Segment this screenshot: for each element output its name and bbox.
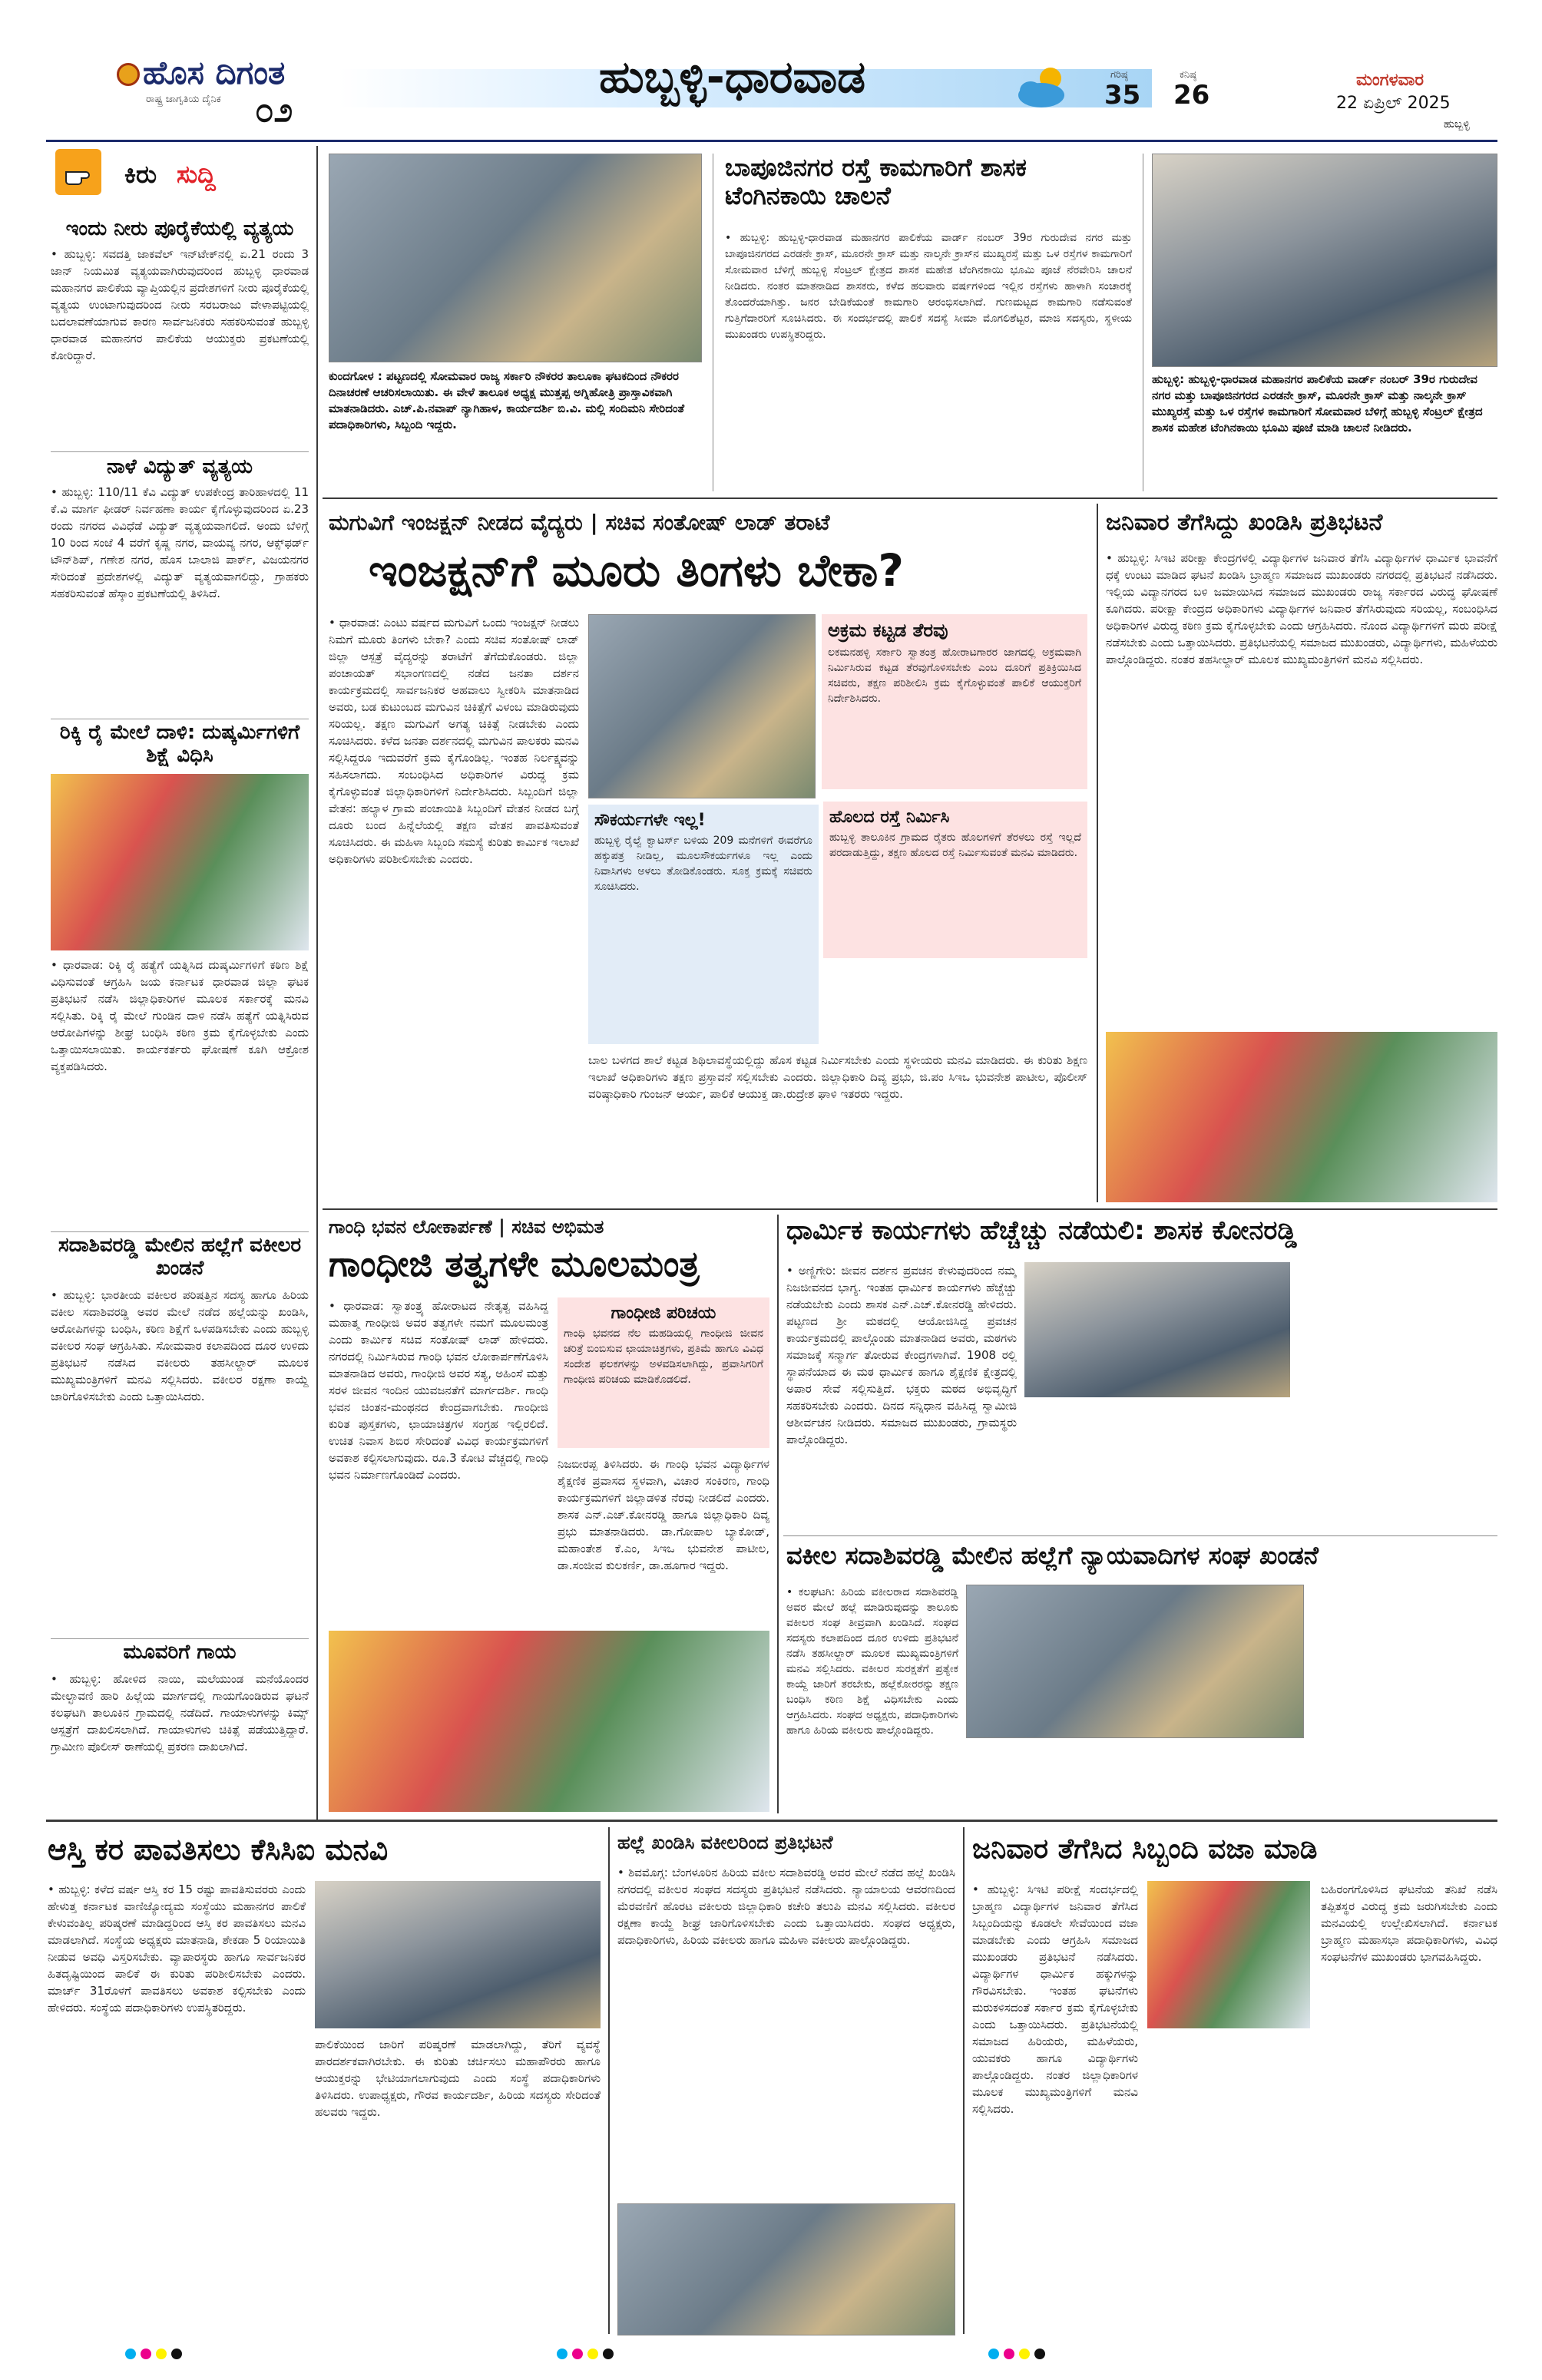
box-head: ಸೌಕರ್ಯಗಳೇ ಇಲ್ಲ! bbox=[594, 811, 706, 830]
kiru-item-head: ಮೂವರಿಗೆ ಗಾಯ bbox=[123, 1641, 237, 1664]
vakila-photo bbox=[966, 1585, 1304, 1738]
column-rule bbox=[1097, 504, 1098, 1202]
sibbandi-body: • ಹುಬ್ಬಳ್ಳಿ: ಸಿಇಟಿ ಪರೀಕ್ಷೆ ಸಂದರ್ಭದಲ್ಲಿ ಬ್ರಾಹ್ಮಣ ವಿದ್ಯಾರ್ಥಿಗಳ ಜನಿವಾರ ತೆಗೆಸಿದ ಸಿಬ್ಬಂದಿಯನ್ನು ಕೂಡಲೇ ಸೇವೆಯಿಂದ ವಜಾ ಮಾಡಬೇಕು ಎಂದು ಆಗ್ರಹಿಸಿ ಸಮಾಜದ ಮುಖಂಡರು ಪ್ರತಿಭಟನೆ ನಡೆಸಿದರು. ವಿದ್ಯಾರ್ಥಿಗಳ ಧಾರ್ಮಿಕ ಹಕ್ಕುಗಳನ್ನು ಗೌರವಿಸಬೇಕು. ಇಂತಹ ಘಟನೆಗಳು ಮರುಕಳಿಸದಂತೆ ಸರ್ಕಾರ ಕ್ರಮ ಕೈಗೊಳ್ಳಬೇಕು ಎಂದು ಒತ್ತಾಯಿಸಿದರು. ಪ್ರತಿಭಟನೆಯಲ್ಲಿ ಸಮಾಜದ ಹಿರಿಯರು, ಮಹಿಳೆಯರು, ಯುವಕರು ಹಾಗೂ ವಿದ್ಯಾರ್ಥಿಗಳು ಪಾಲ್ಗೊಂಡಿದ್ದರು. ನಂತರ ಜಿಲ್ಲಾಧಿಕಾರಿಗಳ ಮೂಲಕ ಮುಖ್ಯಮಂತ್ರಿಗಳಿಗೆ ಮನವಿ ಸಲ್ಲಿಸಿದರು. bbox=[972, 1883, 1138, 2116]
injection-body-2: ಬಾಲ ಬಳಗದ ಶಾಲೆ ಕಟ್ಟಡ ಶಿಥಿಲಾವಸ್ಥೆಯಲ್ಲಿದ್ದು ಹೊಸ ಕಟ್ಟಡ ನಿರ್ಮಿಸಬೇಕು ಎಂದು ಸ್ಥಳೀಯರು ಮನವಿ ಮಾಡಿದರು. ಈ ಕುರಿತು ಶಿಕ್ಷಣ ಇಲಾಖೆ ಅಧಿಕಾರಿಗಳು ತಕ್ಷಣ ಪ್ರಸ್ತಾವನೆ ಸಲ್ಲಿಸಬೇಕು ಎಂದರು. ಜಿಲ್ಲಾಧಿಕಾರಿ ದಿವ್ಯ ಪ್ರಭು, ಜಿ.ಪಂ ಸಿಇಒ ಭುವನೇಶ ಪಾಟೀಲ, ಪೊಲೀಸ್ ವರಿಷ್ಠಾಧಿಕಾರಿ ಗುಂಜನ್ ಆರ್ಯ, ಪಾಲಿಕೆ ಆಯುಕ್ತ ಡಾ.ರುದ್ರೇಶ ಘಾಳಿ ಇತರರು ಇದ್ದರು. bbox=[588, 1053, 1087, 1101]
sibbandi-headline: ಜನಿವಾರ ತೆಗೆಸಿದ ಸಿಬ್ಬಂದಿ ವಜಾ ಮಾಡಿ bbox=[972, 1833, 1318, 1865]
box-head: ಹೊಲದ ರಸ್ತೆ ನಿರ್ಮಿಸಿ bbox=[829, 808, 950, 827]
injection-kicker: ಮಗುವಿಗೆ ಇಂಜಕ್ಷನ್ ನೀಡದ ವೈದ್ಯರು | ಸಚಿವ ಸಂತೋಷ್ ಲಾಡ್ ತರಾಟೆ bbox=[329, 510, 830, 535]
registration-marks bbox=[123, 2348, 1428, 2366]
kiru-item-head: ನಾಳೆ ವಿದ್ಯುತ್ ವ್ಯತ್ಯಯ bbox=[106, 456, 253, 478]
kiru-item-2 bbox=[51, 456, 309, 716]
bapuji-body: • ಹುಬ್ಬಳ್ಳಿ: ಹುಬ್ಬಳ್ಳಿ-ಧಾರವಾಡ ಮಹಾನಗರ ಪಾಲಿಕೆಯ ವಾರ್ಡ್ ನಂಬರ್ 39ರ ಗುರುದೇವ ನಗರ ಮತ್ತು ಬಾಪೂಜಿನಗರದ ಎರಡನೇ ಕ್ರಾಸ್, ಮೂರನೇ ಕ್ರಾಸ್ ಮತ್ತು ನಾಲ್ಕನೇ ಕ್ರಾಸ್‌ನ ಮುಖ್ಯರಸ್ತೆ ಮತ್ತು ಒಳ ರಸ್ತೆಗಳ ಕಾಮಗಾರಿಗೆ ಸೋಮವಾರ ಬೆಳಿಗ್ಗೆ ಹುಬ್ಬಳ್ಳಿ ಸೆಂಟ್ರಲ್ ಕ್ಷೇತ್ರದ ಶಾಸಕ ಮಹೇಶ ಟೆಂಗಿನಕಾಯಿ ಭೂಮಿ ಪೂಜೆ ನೆರವೇರಿಸಿ ಚಾಲನೆ ನೀಡಿದರು. ನಂತರ ಮಾತನಾಡಿದ ಶಾಸಕರು, ಕಳೆದ ಹಲವಾರು ವರ್ಷಗಳಿಂದ ಇಲ್ಲಿನ ರಸ್ತೆಗಳು ಹಾಳಾಗಿ ಸಂಚಾರಕ್ಕೆ ತೊಂದರೆಯಾಗಿತ್ತು. ಜನರ ಬೇಡಿಕೆಯಂತೆ ಕಾಮಗಾರಿ ಆರಂಭಿಸಲಾಗಿದೆ. ಗುಣಮಟ್ಟದ ಕಾಮಗಾರಿ ನಡೆಸುವಂತೆ ಗುತ್ತಿಗೆದಾರರಿಗೆ ಸೂಚಿಸಿದರು. ಈ ಸಂದರ್ಭದಲ್ಲಿ ಪಾಲಿಕೆ ಸದಸ್ಯೆ ಸೀಮಾ ಮೊಗಲಿಶೆಟ್ಟರ, ಮಾಜಿ ಸದಸ್ಯರು, ಸ್ಥಳೀಯ ಮುಖಂಡರು ಉಪಸ್ಥಿತರಿದ್ದರು. bbox=[725, 232, 1132, 341]
box-farm-road bbox=[823, 802, 1087, 958]
box-body: ಗಾಂಧಿ ಭವನದ ನೆಲ ಮಹಡಿಯಲ್ಲಿ ಗಾಂಧೀಜಿ ಜೀವನ ಚರಿತ್ರೆ ಬಿಂಬಿಸುವ ಛಾಯಾಚಿತ್ರಗಳು, ಪ್ರತಿಮೆ ಹಾಗೂ ವಿವಿಧ ಸಂದೇಶ ಫಲಕಗಳನ್ನು ಅಳವಡಿಸಲಾಗಿದ್ದು, ಪ್ರವಾಸಿಗರಿಗೆ ಗಾಂಧೀಜಿ ಪರಿಚಯ ಮಾಡಿಕೊಡಲಿದೆ. bbox=[564, 1327, 763, 1387]
divider bbox=[51, 451, 309, 452]
konaraddi-headline: ಧಾರ್ಮಿಕ ಕಾರ್ಯಗಳು ಹೆಚ್ಚೆಚ್ಚು ನಡೆಯಲಿ: ಶಾಸಕ ಕೋನರಡ್ಡಿ bbox=[786, 1216, 1297, 1246]
box-body: ಹುಬ್ಬಳ್ಳಿ ರೈಲ್ವೆ ಕ್ವಾಟರ್ಸ್ ಬಳಿಯ 209 ಮನೆಗಳಿಗೆ ಈವರೆಗೂ ಹಕ್ಕುಪತ್ರ ನೀಡಿಲ್ಲ, ಮೂಲಸೌಕರ್ಯಗಳೂ ಇಲ್ಲ ಎಂದು ನಿವಾಸಿಗಳು ಅಳಲು ತೋಡಿಕೊಂಡರು. ಸೂಕ್ತ ಕ್ರಮಕ್ಕೆ ಸಚಿವರು ಸೂಚಿಸಿದರು. bbox=[594, 835, 812, 894]
issue-date: 22 ಏಪ್ರಿಲ್ 2025 bbox=[1336, 94, 1451, 113]
min-temp: 26 bbox=[1173, 80, 1210, 111]
edition-title: ಹುಬ್ಬಳ್ಳಿ-ಧಾರವಾಡ bbox=[599, 51, 866, 103]
bapuji-headline: ಬಾಪೂಜಿನಗರ ರಸ್ತೆ ಕಾಮಗಾರಿಗೆ ಶಾಸಕ ಟೆಂಗಿನಕಾಯಿ ಚಾಲನೆ bbox=[725, 154, 1027, 210]
issue-city: ಹುಬ್ಬಳ್ಳಿ bbox=[1444, 118, 1470, 131]
gandhi-body-2: ನಿಜಬೀರಪ್ಪ ತಿಳಿಸಿದರು. ಈ ಗಾಂಧಿ ಭವನ ವಿದ್ಯಾರ್ಥಿಗಳ ಶೈಕ್ಷಣಿಕ ಪ್ರವಾಸದ ಸ್ಥಳವಾಗಿ, ವಿಚಾರ ಸಂಕಿರಣ, ಗಾಂಧಿ ಕಾರ್ಯಕ್ರಮಗಳಿಗೆ ಜಿಲ್ಲಾಡಳಿತ ನೆರವು ನೀಡಲಿದೆ ಎಂದರು. ಶಾಸಕ ಎನ್.ಎಚ್.ಕೋನರಡ್ಡಿ ಹಾಗೂ ಜಿಲ್ಲಾಧಿಕಾರಿ ದಿವ್ಯ ಪ್ರಭು ಮಾತನಾಡಿದರು. ಡಾ.ಗೋಪಾಲ ಬ್ಯಾಕೋಡ್, ಮಹಾಂತೇಶ ಕೆ.ಎಂ, ಸಿಇಒ ಭುವನೇಶ ಪಾಟೀಲ, ಡಾ.ಸಂಜೀವ ಕುಲಕರ್ಣಿ, ಡಾ.ಹೂಗಾರ ಇದ್ದರು. bbox=[558, 1457, 769, 1572]
halle-photo bbox=[617, 2203, 955, 2335]
box-head: ಅಕ್ರಮ ಕಟ್ಟಡ ತೆರವು bbox=[828, 620, 948, 641]
gandhi-headline: ಗಾಂಧೀಜಿ ತತ್ವಗಳೇ ಮೂಲಮಂತ್ರ bbox=[329, 1244, 700, 1284]
gandhi-photo bbox=[329, 1631, 769, 1812]
bapuji-photo bbox=[1152, 154, 1497, 367]
sibbandi-body-2: ಬಹಿರಂಗಗೊಳಿಸಿದ ಘಟನೆಯ ತನಿಖೆ ನಡೆಸಿ ತಪ್ಪಿತಸ್ಥರ ವಿರುದ್ಧ ಕ್ರಮ ಜರುಗಿಸಬೇಕು ಎಂದು ಮನವಿಯಲ್ಲಿ ಉಲ್ಲೇಖಿಸಲಾಗಿದೆ. ಕರ್ನಾಟಕ ಬ್ರಾಹ್ಮಣ ಮಹಾಸಭಾ ಪದಾಧಿಕಾರಿಗಳು, ವಿವಿಧ ಸಂಘಟನೆಗಳ ಮುಖಂಡರು ಭಾಗವಹಿಸಿದ್ದರು. bbox=[1321, 1883, 1497, 1964]
kiru-item-head: ಇಂದು ನೀರು ಪೂರೈಕೆಯಲ್ಲಿ ವ್ಯತ್ಯಯ bbox=[65, 218, 294, 240]
kiru-item-1 bbox=[51, 218, 309, 448]
max-temp: 35 bbox=[1104, 80, 1141, 111]
kiru-item-body: • ಹುಬ್ಬಳ್ಳಿ: ಹೋಳಿದ ನಾಯಿ, ಮಲೆಯುಂಡ ಮನೆಯೊಂದರ ಮೇಲ್ಛಾವಣಿ ಹಾರಿ ಹಿಲ್ಲೆಯ ಮಾರ್ಗದಲ್ಲಿ ಗಾಯಗೊಂಡಿರುವ ಘಟನೆ ಕಲಘಟಗಿ ತಾಲೂಕಿನ ಗ್ರಾಮದಲ್ಲಿ ನಡೆದಿದೆ. ಗಾಯಾಳುಗಳನ್ನು ಕಿಮ್ಸ್ ಆಸ್ಪತ್ರೆಗೆ ದಾಖಲಿಸಲಾಗಿದೆ. ಗಾಯಾಳುಗಳು ಚಿಕಿತ್ಸೆ ಪಡೆಯುತ್ತಿದ್ದಾರೆ. ಗ್ರಾಮೀಣ ಪೊಲೀಸ್ ಠಾಣೆಯಲ್ಲಿ ಪ್ರಕರಣ ದಾಖಲಾಗಿದೆ. bbox=[51, 1671, 309, 1754]
halle-kicker: ಹಲ್ಲೆ ಖಂಡಿಸಿ ವಕೀಲರಿಂದ ಪ್ರತಿಭಟನೆ bbox=[617, 1832, 833, 1853]
kiru-item-body: • ಹುಬ್ಬಳ್ಳಿ: ಸವದತ್ತಿ ಜಾಕವೆಲ್ ಇನ್‌ಟೇಕ್‌ನಲ್ಲಿ ಏ.21 ರಂದು 3 ಜಾನ್ ನಿಯಮಿತ ವ್ಯತ್ಯಯವಾಗಿರುವುದರಿಂದ ಹುಬ್ಬಳ್ಳಿ ಧಾರವಾಡ ಮಹಾನಗರ ಪಾಲಿಕೆಯ ವ್ಯಾಪ್ತಿಯಲ್ಲಿನ ಪ್ರದೇಶಗಳಿಗೆ ನೀರು ಪೂರೈಕೆಯಲ್ಲಿ ವ್ಯತ್ಯಯ ಉಂಟಾಗುವುದರಿಂದ ನೀರು ಸರಬರಾಜು ವೇಳಾಪಟ್ಟಿಯಲ್ಲಿ ಬದಲಾವಣೆಯಾಗುವ ಕಾರಣ ಸಾರ್ವಜನಿಕರು ಸಹಕರಿಸುವಂತೆ ಹುಬ್ಬಳ್ಳಿ ಧಾರವಾಡ ಮಹಾನಗರ ಪಾಲಿಕೆಯ ಆಯುಕ್ತರು ಪ್ರಕಟಣೆಯಲ್ಲಿ ಕೋರಿದ್ದಾರೆ. bbox=[51, 246, 309, 362]
asti-headline: ಆಸ್ತಿ ಕರ ಪಾವತಿಸಲು ಕೆಸಿಸಿಐ ಮನವಿ bbox=[48, 1833, 389, 1866]
protest-photo bbox=[51, 774, 309, 950]
page-number: ೦೨ bbox=[255, 91, 293, 130]
asti-body-2: ಪಾಲಿಕೆಯಿಂದ ಜಾರಿಗೆ ಪರಿಷ್ಕರಣೆ ಮಾಡಲಾಗಿದ್ದು, ತೆರಿಗೆ ವ್ಯವಸ್ಥೆ ಪಾರದರ್ಶಕವಾಗಿರಬೇಕು. ಈ ಕುರಿತು ಚರ್ಚಿಸಲು ಮಹಾಪೌರರು ಹಾಗೂ ಆಯುಕ್ತರನ್ನು ಭೇಟಿಯಾಗಲಾಗುವುದು ಎಂದು ಸಂಸ್ಥೆ ಪದಾಧಿಕಾರಿಗಳು ತಿಳಿಸಿದರು. ಉಪಾಧ್ಯಕ್ಷರು, ಗೌರವ ಕಾರ್ಯದರ್ಶಿ, ಹಿರಿಯ ಸದಸ್ಯರು ಸೇರಿದಂತೆ ಹಲವರು ಇದ್ದರು. bbox=[315, 2038, 601, 2119]
kiru-item-head: ರಿಕ್ಕಿ ರೈ ಮೇಲೆ ದಾಳಿ: ದುಷ್ಕರ್ಮಿಗಳಿಗೆ ಶಿಕ್ಷೆ ವಿಧಿಸಿ bbox=[59, 722, 300, 767]
gandhi-body: • ಧಾರವಾಡ: ಸ್ವಾತಂತ್ರ್ಯ ಹೋರಾಟದ ನೇತೃತ್ವ ವಹಿಸಿದ್ದ ಮಹಾತ್ಮ ಗಾಂಧೀಜಿ ಅವರ ತತ್ವಗಳೇ ನಮಗೆ ಮೂಲಮಂತ್ರ ಎಂದು ಕಾರ್ಮಿಕ ಸಚಿವ ಸಂತೋಷ್ ಲಾಡ್ ಹೇಳಿದರು. ನಗರದಲ್ಲಿ ನಿರ್ಮಿಸಿರುವ ಗಾಂಧಿ ಭವನ ಲೋಕಾರ್ಪಣೆಗೊಳಿಸಿ ಮಾತನಾಡಿದ ಅವರು, ಗಾಂಧೀಜಿ ಅವರ ಸತ್ಯ, ಅಹಿಂಸೆ ಮತ್ತು ಸರಳ ಜೀವನ ಇಂದಿನ ಯುವಜನತೆಗೆ ಮಾರ್ಗದರ್ಶಿ. ಗಾಂಧಿ ಭವನ ಚಿಂತನ-ಮಂಥನದ ಕೇಂದ್ರವಾಗಬೇಕು. ಗಾಂಧೀಜಿ ಕುರಿತ ಪುಸ್ತಕಗಳು, ಛಾಯಾಚಿತ್ರಗಳ ಸಂಗ್ರಹ ಇಲ್ಲಿರಲಿದೆ. ಉಚಿತ ನಿವಾಸ ಶಿಬಿರ ಸೇರಿದಂತೆ ವಿವಿಧ ಕಾರ್ಯಕ್ರಮಗಳಿಗೆ ಅವಕಾಶ ಕಲ್ಪಿಸಲಾಗುವುದು. ರೂ.3 ಕೋಟಿ ವೆಚ್ಚದಲ್ಲಿ ಗಾಂಧಿ ಭವನ ನಿರ್ಮಾಣಗೊಂಡಿದೆ ಎಂದರು. bbox=[329, 1299, 548, 1482]
halle-body: • ಶಿವಮೊಗ್ಗ: ಬೆಂಗಳೂರಿನ ಹಿರಿಯ ವಕೀಲ ಸದಾಶಿವರಡ್ಡಿ ಅವರ ಮೇಲೆ ನಡೆದ ಹಲ್ಲೆ ಖಂಡಿಸಿ ನಗರದಲ್ಲಿ ವಕೀಲರ ಸಂಘದ ಸದಸ್ಯರು ಪ್ರತಿಭಟನೆ ನಡೆಸಿದರು. ನ್ಯಾಯಾಲಯ ಆವರಣದಿಂದ ಮೆರವಣಿಗೆ ಹೊರಟ ವಕೀಲರು ಜಿಲ್ಲಾಧಿಕಾರಿ ಕಚೇರಿ ತಲುಪಿ ಮನವಿ ಸಲ್ಲಿಸಿದರು. ವಕೀಲರ ರಕ್ಷಣಾ ಕಾಯ್ದೆ ಶೀಘ್ರ ಜಾರಿಗೊಳಿಸಬೇಕು ಎಂದು ಒತ್ತಾಯಿಸಿದರು. ಸಂಘದ ಅಧ್ಯಕ್ಷರು, ಪದಾಧಿಕಾರಿಗಳು, ಹಿರಿಯ ವಕೀಲರು ಹಾಗೂ ಮಹಿಳಾ ವಕೀಲರು ಪಾಲ್ಗೊಂಡಿದ್ದರು. bbox=[617, 1866, 955, 1947]
divider bbox=[51, 1231, 309, 1232]
section-rule bbox=[46, 1820, 1497, 1822]
bapuji-caption: ಹುಬ್ಬಳ್ಳಿ: ಹುಬ್ಬಳ್ಳಿ-ಧಾರವಾಡ ಮಹಾನಗರ ಪಾಲಿಕೆಯ ವಾರ್ಡ್ ನಂಬರ್ 39ರ ಗುರುದೇವ ನಗರ ಮತ್ತು ಬಾಪೂಜಿನಗರದ ಎರಡನೇ ಕ್ರಾಸ್, ಮೂರನೇ ಕ್ರಾಸ್ ಮತ್ತು ನಾಲ್ಕನೇ ಕ್ರಾಸ್ ಮುಖ್ಯರಸ್ತೆ ಮತ್ತು ಒಳ ರಸ್ತೆಗಳ ಕಾಮಗಾರಿಗೆ ಸೋಮವಾರ ಬೆಳಿಗ್ಗೆ ಹುಬ್ಬಳ್ಳಿ ಸೆಂಟ್ರಲ್ ಕ್ಷೇತ್ರದ ಶಾಸಕ ಮಹೇಶ ಟೆಂಗಿನಕಾಯಿ ಭೂಮಿ ಪೂಜೆ ಮಾಡಿ ಚಾಲನೆ ನೀಡಿದರು. bbox=[1152, 372, 1483, 435]
sibbandi-photo bbox=[1147, 1881, 1310, 2028]
kiru-title-b: ಸುದ್ದಿ bbox=[177, 160, 216, 189]
janivara-headline: ಜನಿವಾರ ತೆಗೆಸಿದ್ದು ಖಂಡಿಸಿ ಪ್ರತಿಭಟನೆ bbox=[1106, 510, 1383, 536]
konaraddi-body-2 bbox=[1298, 1262, 1497, 1531]
brand-logo-icon bbox=[117, 63, 140, 86]
gandhi-info-box bbox=[558, 1297, 769, 1448]
masthead-rule bbox=[46, 140, 1497, 142]
injection-body: • ಧಾರವಾಡ: ಎಂಟು ವರ್ಷದ ಮಗುವಿಗೆ ಒಂದು ಇಂಜಕ್ಷನ್ ನೀಡಲು ನಿಮಗೆ ಮೂರು ತಿಂಗಳು ಬೇಕಾ? ಎಂದು ಸಚಿವ ಸಂತೋಷ್ ಲಾಡ್ ಜಿಲ್ಲಾ ಆಸ್ಪತ್ರೆ ವೈದ್ಯರನ್ನು ತರಾಟೆಗೆ ತೆಗೆದುಕೊಂಡರು. ಜಿಲ್ಲಾ ಪಂಚಾಯತ್ ಸಭಾಂಗಣದಲ್ಲಿ ನಡೆದ ಜನತಾ ದರ್ಶನ ಕಾರ್ಯಕ್ರಮದಲ್ಲಿ ಸಾರ್ವಜನಿಕರ ಅಹವಾಲು ಸ್ವೀಕರಿಸಿ ಮಾತನಾಡಿದ ಅವರು, ಬಡ ಕುಟುಂಬದ ಮಗುವಿನ ಚಿಕಿತ್ಸೆಗೆ ವಿಳಂಬ ಮಾಡಿರುವುದು ಸರಿಯಲ್ಲ. ತಕ್ಷಣ ಮಗುವಿಗೆ ಅಗತ್ಯ ಚಿಕಿತ್ಸೆ ನೀಡಬೇಕು ಎಂದು ಸೂಚಿಸಿದರು. ಕಳೆದ ಜನತಾ ದರ್ಶನದಲ್ಲಿ ಮಗುವಿನ ಪಾಲಕರು ಮನವಿ ಸಲ್ಲಿಸಿದ್ದರೂ ಇದುವರೆಗೆ ಕ್ರಮ ಕೈಗೊಂಡಿಲ್ಲ. ಇಂತಹ ನಿರ್ಲಕ್ಷ್ಯವನ್ನು ಸಹಿಸಲಾಗದು. ಸಂಬಂಧಿಸಿದ ಅಧಿಕಾರಿಗಳ ವಿರುದ್ಧ ಕ್ರಮ ಕೈಗೊಳ್ಳುವಂತೆ ಜಿಲ್ಲಾಧಿಕಾರಿಗಳಿಗೆ ನಿರ್ದೇಶಿಸಿದರು. ಸಿಬ್ಬಂದಿಗೆ ಜಿಲ್ಲಾ ವೇತನ: ಹಲ್ಯಾಳ ಗ್ರಾಮ ಪಂಚಾಯಿತಿ ಸಿಬ್ಬಂದಿಗೆ ವೇತನ ನೀಡದ ಬಗ್ಗೆ ದೂರು ಬಂದ ಹಿನ್ನೆಲೆಯಲ್ಲಿ ತಕ್ಷಣ ವೇತನ ಪಾವತಿಸುವಂತೆ ಸೂಚಿಸಿದರು. ಈ ಮಹಿಳಾ ಸಿಬ್ಬಂದಿ ಸಮಸ್ಯೆ ಕುರಿತು ಕಾರ್ಮಿಕ ಇಲಾಖೆ ಅಧಿಕಾರಿಗಳು ಪರಿಶೀಲಿಸಬೇಕು ಎಂದರು. bbox=[329, 616, 579, 866]
box-body: ಲಕಮನಹಳ್ಳಿ ಸರ್ಕಾರಿ ಸ್ವಾತಂತ್ರ ಹೋರಾಟಗಾರರ ಜಾಗದಲ್ಲಿ ಅಕ್ರಮವಾಗಿ ನಿರ್ಮಿಸಿರುವ ಕಟ್ಟಡ ತೆರವುಗೊಳಿಸಬೇಕು ಎಂಬ ದೂರಿಗೆ ಪ್ರತಿಕ್ರಿಯಿಸಿದ ಸಚಿವರು, ತಕ್ಷಣ ಪರಿಶೀಲಿಸಿ ಕ್ರಮ ಕೈಗೊಳ್ಳುವಂತೆ ಪಾಲಿಕೆ ಆಯುಕ್ತರಿಗೆ ನಿರ್ದೇಶಿಸಿದರು. bbox=[828, 646, 1081, 705]
min-temp-label: ಕನಿಷ್ಠ bbox=[1180, 69, 1196, 81]
box-head: ಗಾಂಧೀಜಿ ಪರಿಚಯ bbox=[611, 1304, 716, 1323]
kundgol-caption: ಕುಂದಗೋಳ : ಪಟ್ಟಣದಲ್ಲಿ ಸೋಮವಾರ ರಾಜ್ಯ ಸರ್ಕಾರಿ ನೌಕರರ ತಾಲೂಕಾ ಘಟಕದಿಂದ ನೌಕರರ ದಿನಾಚರಣೆ ಆಚರಿಸಲಾಯಿತು. ಈ ವೇಳೆ ತಾಲೂಕ ಅಧ್ಯಕ್ಷ ಮುತ್ತಪ್ಪ ಅಗ್ನಿಹೋತ್ರಿ ಪ್ರಾಸ್ತಾವಿಕವಾಗಿ ಮಾತನಾಡಿದರು. ಎಚ್.ಪಿ.ನವಾಪ್ ನ್ಯಾಗಿಹಾಳ, ಕಾರ್ಯದರ್ಶಿ ಬಿ.ವಿ. ಮಲ್ಲಿ ಸಂದಿಮನಿ ಸೇರಿದಂತೆ ಪದಾಧಿಕಾರಿಗಳು, ಸಿಬ್ಬಂದಿ ಇದ್ದರು. bbox=[329, 369, 685, 431]
section-rule bbox=[783, 1535, 1497, 1536]
column-rule bbox=[316, 146, 318, 1820]
asti-body: • ಹುಬ್ಬಳ್ಳಿ: ಕಳೆದ ವರ್ಷ ಆಸ್ತಿ ಕರ 15 ರಷ್ಟು ಪಾವತಿಸುವರರು ಎಂದು ಹೇಳುತ್ತ ಕರ್ನಾಟಕ ವಾಣಿಜ್ಯೋದ್ಯಮ ಸಂಸ್ಥೆಯು ಮಹಾನಗರ ಪಾಲಿಕೆ ಕೇಳುವಂತಿಲ್ಲ ಪರಿಷ್ಕರಣೆ ಮಾಡಿದ್ದರಿಂದ ಆಸ್ತಿ ಕರ ಪಾವತಿಸಲು ಮನವಿ ಮಾಡಲಾಗಿದೆ. ಸಂಸ್ಥೆಯ ಅಧ್ಯಕ್ಷರು ಮಾತನಾಡಿ, ಶೇಕಡಾ 5 ರಿಯಾಯಿತಿ ನೀಡುವ ಅವಧಿ ವಿಸ್ತರಿಸಬೇಕು. ವ್ಯಾಪಾರಸ್ಥರು ಹಾಗೂ ಸಾರ್ವಜನಿಕರ ಹಿತದೃಷ್ಟಿಯಿಂದ ಪಾಲಿಕೆ ಈ ಕುರಿತು ಪರಿಶೀಲಿಸಬೇಕು ಎಂದರು. ಮಾರ್ಚ್ 31ರೊಳಗೆ ಪಾವತಿಸಲು ಅವಕಾಶ ಕಲ್ಪಿಸಬೇಕು ಎಂದು ಹೇಳಿದರು. ಸಂಸ್ಥೆಯ ಪದಾಧಿಕಾರಿಗಳು ಉಪಸ್ಥಿತರಿದ್ದರು. bbox=[48, 1883, 306, 2015]
kiru-item-body: • ಹುಬ್ಬಳ್ಳಿ: ಭಾರತೀಯ ವಕೀಲರ ಪರಿಷತ್ತಿನ ಸದಸ್ಯ ಹಾಗೂ ಹಿರಿಯ ವಕೀಲ ಸದಾಶಿವರಡ್ಡಿ ಅವರ ಮೇಲೆ ನಡೆದ ಹಲ್ಲೆಯನ್ನು ಖಂಡಿಸಿ, ಆರೋಪಿಗಳನ್ನು ಬಂಧಿಸಿ, ಕಠಿಣ ಶಿಕ್ಷೆಗೆ ಒಳಪಡಿಸಬೇಕು ಎಂದು ಹುಬ್ಬಳ್ಳಿ ವಕೀಲರ ಸಂಘ ಆಗ್ರಹಿಸಿತು. ಸೋಮವಾರ ಕಲಾಪದಿಂದ ದೂರ ಉಳಿದು ಪ್ರತಿಭಟನೆ ನಡೆಸಿದ ವಕೀಲರು ತಹಸೀಲ್ದಾರ್ ಮೂಲಕ ಮುಖ್ಯಮಂತ್ರಿಗಳಿಗೆ ಮನವಿ ಸಲ್ಲಿಸಿದರು. ವಕೀಲರ ರಕ್ಷಣಾ ಕಾಯ್ದೆ ಜಾರಿಗೊಳಿಸಬೇಕು ಎಂದು ಒತ್ತಾಯಿಸಿದರು. bbox=[51, 1288, 309, 1403]
issue-day: ಮಂಗಳವಾರ bbox=[1356, 71, 1425, 90]
brand-block bbox=[54, 48, 330, 132]
konaraddi-photo bbox=[1024, 1262, 1290, 1397]
section-rule bbox=[323, 497, 1497, 499]
box-illegal-building bbox=[822, 614, 1087, 789]
janivara-body: • ಹುಬ್ಬಳ್ಳಿ: ಸಿಇಟಿ ಪರೀಕ್ಷಾ ಕೇಂದ್ರಗಳಲ್ಲಿ ವಿದ್ಯಾರ್ಥಿಗಳ ಜನಿವಾರ ತೆಗೆಸಿ ವಿದ್ಯಾರ್ಥಿಗಳ ಧಾರ್ಮಿಕ ಭಾವನೆಗೆ ಧಕ್ಕೆ ಉಂಟು ಮಾಡಿದ ಘಟನೆ ಖಂಡಿಸಿ ಬ್ರಾಹ್ಮಣ ಸಮಾಜದ ಮುಖಂಡರು ನಗರದಲ್ಲಿ ಪ್ರತಿಭಟನೆ ನಡೆಸಿದರು. ಇಲ್ಲಿಯ ವಿದ್ಯಾನಗರದ ಬಳಿ ಜಮಾಯಿಸಿದ ಸಮಾಜದ ಮುಖಂಡರು ರಾಜ್ಯ ಸರ್ಕಾರದ ವಿರುದ್ಧ ಘೋಷಣೆ ಕೂಗಿದರು. ಪರೀಕ್ಷಾ ಕೇಂದ್ರದ ಅಧಿಕಾರಿಗಳು ವಿದ್ಯಾರ್ಥಿಗಳ ಜನಿವಾರ ತೆಗೆಸಿರುವುದು ಸರಿಯಲ್ಲ, ಸಂಬಂಧಿಸಿದ ಅಧಿಕಾರಿಗಳ ವಿರುದ್ಧ ಕಠಿಣ ಕ್ರಮ ಕೈಗೊಳ್ಳಬೇಕು ಎಂದು ಆಗ್ರಹಿಸಿದರು. ನೊಂದ ವಿದ್ಯಾರ್ಥಿಗಳಿಗೆ ಮರು ಪರೀಕ್ಷೆ ನಡೆಸಬೇಕು ಎಂದು ಒತ್ತಾಯಿಸಿದರು. ಪ್ರತಿಭಟನೆಯಲ್ಲಿ ಸಮಾಜದ ಮುಖಂಡರು, ವಿದ್ಯಾರ್ಥಿಗಳು, ಮಹಿಳೆಯರು ಪಾಲ್ಗೊಂಡಿದ್ದರು. ನಂತರ ತಹಸೀಲ್ದಾರ್ ಮೂಲಕ ಮುಖ್ಯಮಂತ್ರಿಗಳಿಗೆ ಮನವಿ ಸಲ್ಲಿಸಿದರು. bbox=[1106, 551, 1497, 666]
kundgol-photo bbox=[329, 154, 702, 362]
divider bbox=[51, 1638, 309, 1639]
section-rule bbox=[323, 1208, 1497, 1210]
brand-name: ಹೊಸ ದಿಗಂತ bbox=[143, 54, 286, 91]
hand-point-icon bbox=[55, 149, 101, 195]
column-rule bbox=[777, 1215, 779, 1813]
column-rule bbox=[963, 1827, 965, 2334]
vakila-body: • ಕಲಘಟಗಿ: ಹಿರಿಯ ವಕೀಲರಾದ ಸದಾಶಿವರಡ್ಡಿ ಅವರ ಮೇಲೆ ಹಲ್ಲೆ ಮಾಡಿರುವುದನ್ನು ತಾಲೂಕು ವಕೀಲರ ಸಂಘ ತೀವ್ರವಾಗಿ ಖಂಡಿಸಿದೆ. ಸಂಘದ ಸದಸ್ಯರು ಕಲಾಪದಿಂದ ದೂರ ಉಳಿದು ಪ್ರತಿಭಟನೆ ನಡೆಸಿ ತಹಸೀಲ್ದಾರ್ ಮೂಲಕ ಮುಖ್ಯಮಂತ್ರಿಗಳಿಗೆ ಮನವಿ ಸಲ್ಲಿಸಿದರು. ವಕೀಲರ ಸುರಕ್ಷತೆಗೆ ಪ್ರತ್ಯೇಕ ಕಾಯ್ದೆ ಜಾರಿಗೆ ತರಬೇಕು, ಹಲ್ಲೆಕೋರರನ್ನು ತಕ್ಷಣ ಬಂಧಿಸಿ ಕಠಿಣ ಶಿಕ್ಷೆ ವಿಧಿಸಬೇಕು ಎಂದು ಆಗ್ರಹಿಸಿದರು. ಸಂಘದ ಅಧ್ಯಕ್ಷರು, ಪದಾಧಿಕಾರಿಗಳು ಹಾಗೂ ಹಿರಿಯ ವಕೀಲರು ಪಾಲ್ಗೊಂಡಿದ್ದರು. bbox=[786, 1586, 958, 1737]
vakila-body-2 bbox=[1312, 1585, 1497, 1812]
max-temp-label: ಗರಿಷ್ಠ bbox=[1110, 69, 1128, 81]
janivara-photo bbox=[1106, 1032, 1497, 1202]
column-rule bbox=[608, 1827, 610, 2334]
gandhi-kicker: ಗಾಂಧಿ ಭವನ ಲೋಕಾರ್ಪಣೆ | ಸಚಿವ ಅಭಿಮತ bbox=[329, 1216, 604, 1238]
injection-photo bbox=[588, 614, 816, 798]
box-no-facilities bbox=[588, 805, 819, 1044]
kiru-item-3 bbox=[51, 722, 309, 1228]
konaraddi-body: • ಅಣ್ಣಿಗೇರಿ: ಜೀವನ ದರ್ಶನ ಪ್ರವಚನ ಕೇಳುವುದರಿಂದ ನಮ್ಮ ನಿಜಜೀವನದ ಭಾಗ್ಯ. ಇಂತಹ ಧಾರ್ಮಿಕ ಕಾರ್ಯಗಳು ಹೆಚ್ಚೆಚ್ಚು ನಡೆಯಬೇಕು ಎಂದು ಶಾಸಕ ಎನ್.ಎಚ್.ಕೋನರಡ್ಡಿ ಹೇಳಿದರು. ಪಟ್ಟಣದ ಶ್ರೀ ಮಠದಲ್ಲಿ ಆಯೋಜಿಸಿದ್ದ ಪ್ರವಚನ ಕಾರ್ಯಕ್ರಮದಲ್ಲಿ ಪಾಲ್ಗೊಂಡು ಮಾತನಾಡಿದ ಅವರು, ಮಠಗಳು ಸಮಾಜಕ್ಕೆ ಸನ್ಮಾರ್ಗ ತೋರುವ ಕೇಂದ್ರಗಳಾಗಿವೆ. 1908 ರಲ್ಲಿ ಸ್ಥಾಪನೆಯಾದ ಈ ಮಠ ಧಾರ್ಮಿಕ ಹಾಗೂ ಶೈಕ್ಷಣಿಕ ಕ್ಷೇತ್ರದಲ್ಲಿ ಅಪಾರ ಸೇವೆ ಸಲ್ಲಿಸುತ್ತಿದೆ. ಭಕ್ತರು ಮಠದ ಅಭಿವೃದ್ಧಿಗೆ ಸಹಕರಿಸಬೇಕು ಎಂದರು. ದಿನದ ಸನ್ನಿಧಾನ ವಹಿಸಿದ್ದ ಸ್ವಾಮೀಜಿ ಆಶೀರ್ವಚನ ನೀಡಿದರು. ಸಮಾಜದ ಮುಖಂಡರು, ಗ್ರಾಮಸ್ಥರು ಪಾಲ್ಗೊಂಡಿದ್ದರು. bbox=[786, 1264, 1017, 1446]
masthead bbox=[46, 48, 1505, 140]
asti-photo bbox=[315, 1881, 601, 2028]
kiru-item-head: ಸದಾಶಿವರಡ್ಡಿ ಮೇಲಿನ ಹಲ್ಲೆಗೆ ವಕೀಲರ ಖಂಡನೆ bbox=[58, 1235, 302, 1280]
weather-cloud-icon bbox=[1012, 64, 1074, 111]
injection-headline: ಇಂಜಕ್ಷನ್‌ಗೆ ಮೂರು ತಿಂಗಳು ಬೇಕಾ? bbox=[369, 545, 905, 597]
box-body: ಹುಬ್ಬಳ್ಳಿ ತಾಲೂಕಿನ ಗ್ರಾಮದ ರೈತರು ಹೊಲಗಳಿಗೆ ತೆರಳಲು ರಸ್ತೆ ಇಲ್ಲದೆ ಪರದಾಡುತ್ತಿದ್ದು, ತಕ್ಷಣ ಹೊಲದ ರಸ್ತೆ ನಿರ್ಮಿಸುವಂತೆ ಮನವಿ ಮಾಡಿದರು. bbox=[829, 831, 1081, 860]
kiru-item-5 bbox=[51, 1641, 309, 1810]
vakila-headline: ವಕೀಲ ಸದಾಶಿವರಡ್ಡಿ ಮೇಲಿನ ಹಲ್ಲೆಗೆ ನ್ಯಾಯವಾದಿಗಳ ಸಂಘ ಖಂಡನೆ bbox=[786, 1542, 1319, 1570]
kiru-header bbox=[48, 146, 309, 200]
kiru-item-body: • ಹುಬ್ಬಳ್ಳಿ: 110/11 ಕೆವಿ ವಿದ್ಯುತ್ ಉಪಕೇಂದ್ರ ತಾರಿಹಾಳದಲ್ಲಿ 11 ಕೆ.ವಿ ಮಾರ್ಗ ಫೀಡರ್ ನಿರ್ವಹಣಾ ಕಾರ್ಯ ಕೈಗೊಳ್ಳುವುದರಿಂದ ಏ.23 ರಂದು ನಗರದ ವಿವಿಧೆಡೆ ವಿದ್ಯುತ್ ವ್ಯತ್ಯಯವಾಗಲಿದೆ. ಅಂದು ಬೆಳಿಗ್ಗೆ 10 ರಿಂದ ಸಂಜೆ 4 ವರೆಗೆ ಕೃಷ್ಣ ನಗರ, ವಾಯವ್ಯ ನಗರ, ಆಕ್ಸ್‌ಫರ್ಡ್ ಟೌನ್‌ಶಿಪ್, ಗಣೇಶ ನಗರ, ಹೊಸ ಬಾಲಾಜಿ ಪಾರ್ಕ್, ವಿಜಯನಗರ ಸೇರಿದಂತೆ ಪ್ರದೇಶಗಳಲ್ಲಿ ವಿದ್ಯುತ್ ವ್ಯತ್ಯಯವಾಗಲಿದ್ದು, ಗ್ರಾಹಕರು ಸಹಕರಿಸುವಂತೆ ಹೆಸ್ಕಾಂ ಪ್ರಕಟಣೆಯಲ್ಲಿ ತಿಳಿಸಿದೆ. bbox=[51, 484, 309, 600]
brand-tagline: ರಾಷ್ಟ್ರ ಜಾಗೃತಿಯ ದೈನಿಕ bbox=[146, 94, 221, 105]
kiru-item-body: • ಧಾರವಾಡ: ರಿಕ್ಕಿ ರೈ ಹತ್ಯೆಗೆ ಯತ್ನಿಸಿದ ದುಷ್ಕರ್ಮಿಗಳಿಗೆ ಕಠಿಣ ಶಿಕ್ಷೆ ವಿಧಿಸುವಂತೆ ಆಗ್ರಹಿಸಿ ಜಯ ಕರ್ನಾಟಕ ಧಾರವಾಡ ಜಿಲ್ಲಾ ಘಟಕ ಪ್ರತಿಭಟನೆ ನಡೆಸಿ ಜಿಲ್ಲಾಧಿಕಾರಿಗಳ ಮೂಲಕ ಸರ್ಕಾರಕ್ಕೆ ಮನವಿ ಸಲ್ಲಿಸಿತು. ರಿಕ್ಕಿ ರೈ ಮೇಲೆ ಗುಂಡಿನ ದಾಳಿ ನಡೆಸಿ ಹತ್ಯೆಗೆ ಯತ್ನಿಸಿರುವ ಆರೋಪಿಗಳನ್ನು ಶೀಘ್ರ ಬಂಧಿಸಿ ಕಠಿಣ ಕ್ರಮ ಕೈಗೊಳ್ಳಬೇಕು ಎಂದು ಒತ್ತಾಯಿಸಲಾಯಿತು. ಕಾರ್ಯಕರ್ತರು ಘೋಷಣೆ ಕೂಗಿ ಆಕ್ರೋಶ ವ್ಯಕ್ತಪಡಿಸಿದರು. bbox=[51, 957, 309, 1073]
kiru-item-4 bbox=[51, 1235, 309, 1635]
kiru-title-a: ಕಿರು bbox=[124, 160, 157, 189]
